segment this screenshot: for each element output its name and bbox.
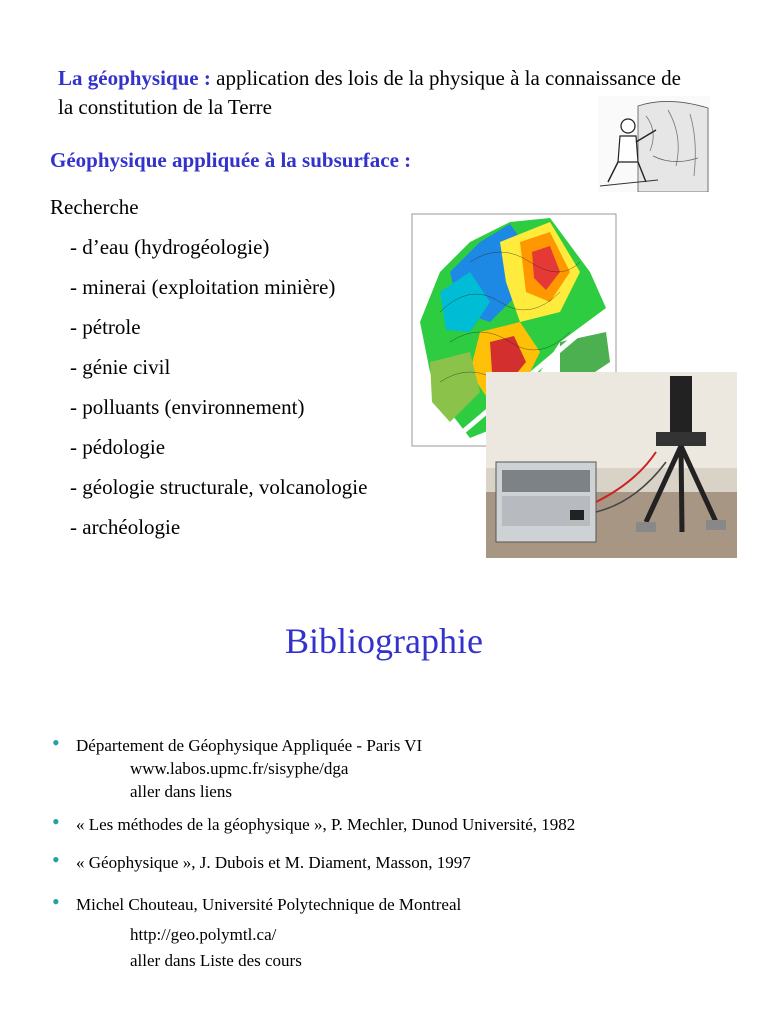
bibliography-line: Michel Chouteau, Université Polytechnique de Montreal xyxy=(76,895,462,914)
list-item: - polluants (environnement) xyxy=(70,395,305,419)
bibliography-entry xyxy=(52,809,752,836)
bibliography-note: aller dans Liste des cours xyxy=(130,951,302,970)
list-item: - d’eau (hydrogéologie) xyxy=(70,235,270,259)
bibliography-url[interactable]: www.labos.upmc.fr/sisyphe/dga xyxy=(130,759,349,778)
geophysicist-sketch-image xyxy=(598,96,710,192)
subsurface-heading: Géophysique appliquée à la subsurface : xyxy=(50,148,412,172)
list-item: - géologie structurale, volcanologie xyxy=(70,475,368,499)
bibliography-note: aller dans liens xyxy=(130,782,232,801)
list-item: - archéologie xyxy=(70,515,181,539)
bullet-icon: • xyxy=(52,847,60,872)
list-item: - minerai (exploitation minière) xyxy=(70,275,336,299)
bibliography-entry xyxy=(52,847,752,874)
list-item: - génie civil xyxy=(70,355,171,379)
bibliography-line: Département de Géophysique Appliquée - Paris VI xyxy=(76,736,423,755)
bibliography-title: Bibliographie xyxy=(285,621,483,661)
bibliography-entry xyxy=(52,730,752,803)
bullet-icon: • xyxy=(52,809,60,834)
recherche-list xyxy=(70,233,367,553)
recherche-label: Recherche xyxy=(50,195,139,219)
intro-definition-text: application des lois de la physique à la connaissance de la constitution de la Terre xyxy=(58,66,681,119)
bibliography-url[interactable]: http://geo.polymtl.ca/ xyxy=(130,925,277,944)
bullet-icon: • xyxy=(52,730,60,755)
bibliography-entry xyxy=(52,889,752,974)
bibliography-line: « Les méthodes de la géophysique », P. Mechler, Dunod Université, 1982 xyxy=(76,815,576,834)
bibliography-line: « Géophysique », J. Dubois et M. Diament, Masson, 1997 xyxy=(76,853,471,872)
list-item: - pétrole xyxy=(70,315,141,339)
intro-term: La géophysique : xyxy=(58,66,211,90)
geophysical-instrument-photo xyxy=(486,372,737,558)
bullet-icon: • xyxy=(52,889,60,914)
list-item: - pédologie xyxy=(70,435,166,459)
